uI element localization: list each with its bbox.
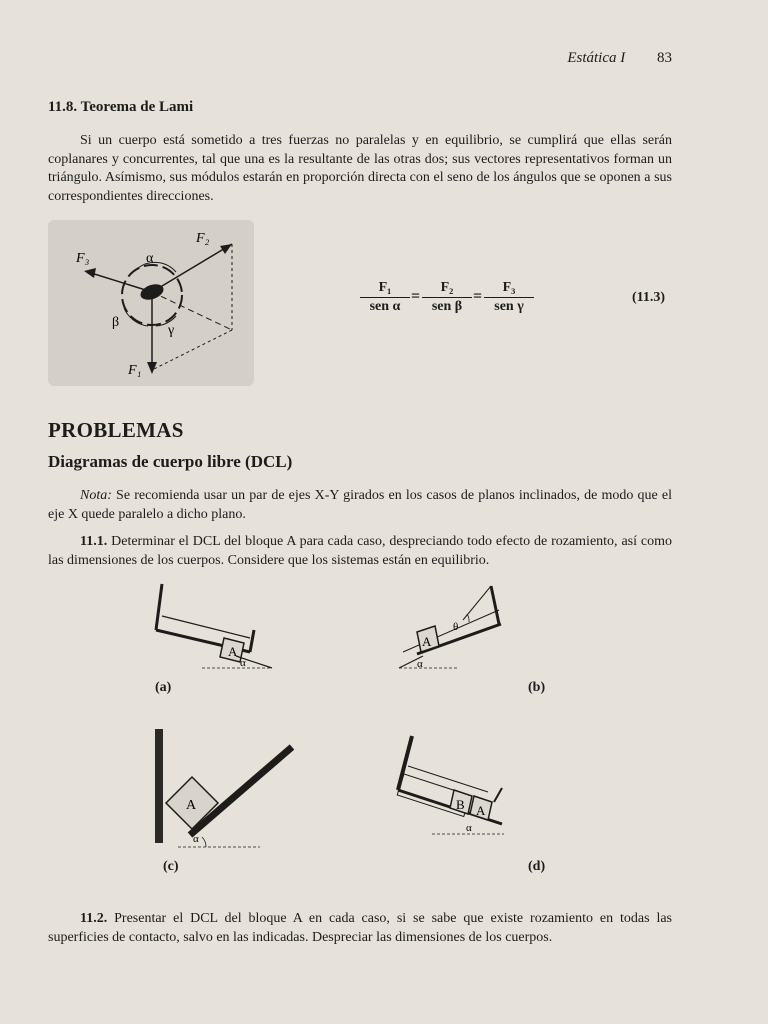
problem-11-2-text: Presentar el DCL del bloque A en cada caso, si se sabe que existe rozamiento en todas las superficies de contacto, salvo en las indicadas. Despreciar las dimensiones de los cuerpos.	[48, 911, 672, 945]
note-text: Se recomienda usar un par de ejes X-Y girados en los casos de planos inclinados, de modo que el eje X quede paralelo a dicho plano.	[48, 488, 672, 522]
figure-d-angle-label: α	[466, 822, 472, 834]
equation-equals-2: =	[473, 288, 483, 305]
figure-b-block-label: A	[422, 634, 432, 649]
figure-a-angle-label: α	[240, 657, 246, 669]
lami-label-f1: F₁	[128, 363, 142, 378]
figure-b-angle-label: α	[417, 658, 423, 670]
figure-b-theta-label: θ	[453, 621, 459, 633]
problem-11-1-text: Determinar el DCL del bloque A para cada caso, despreciando todo efecto de rozamiento, así como las dimensiones de los cuerpos. Considere que los sistemas están en equilibrio.	[48, 534, 672, 568]
note-label: Nota:	[80, 488, 112, 503]
figure-c-block-label: A	[186, 798, 197, 813]
equation-term-1-denominator: sen α	[369, 299, 401, 314]
equation-term-3-denominator: sen γ	[494, 299, 524, 314]
problem-11-2	[48, 910, 672, 947]
lami-figure	[48, 220, 258, 390]
figure-b-caption: (b)	[528, 680, 546, 695]
lami-theorem-text	[48, 132, 672, 206]
section-title: 11.8. Teorema de Lami	[48, 99, 194, 115]
figure-c	[150, 725, 300, 850]
equation-number: (11.3)	[632, 290, 666, 305]
figure-d-block-b-label: B	[456, 797, 465, 812]
equation-term-1	[360, 280, 410, 315]
figure-d-block-a-label: A	[476, 803, 486, 818]
figure-d	[388, 730, 513, 845]
equation-term-2	[422, 280, 472, 315]
problem-11-1-label: 11.1.	[80, 534, 108, 549]
figure-c-caption: (c)	[163, 859, 179, 874]
running-header	[0, 50, 672, 67]
note-paragraph	[48, 487, 672, 524]
lami-theorem-body: Si un cuerpo está sometido a tres fuerzas no paralelas y en equilibrio, se cumplirá que ellas serán coplanares y concurrentes, tal que una es la resultante de las otras dos; sus vectores representativos forman un triángulo. Asímismo, sus módulos estarán en proporción directa con el seno de los ángulos que se oponen a sus correspondientes direcciones.	[48, 133, 672, 204]
equation-term-3	[484, 280, 534, 315]
page-number: 83	[657, 50, 672, 66]
equation-term-3-numerator: F₃	[484, 280, 534, 298]
figure-a-caption: (a)	[155, 680, 172, 695]
lami-label-f3: F₃	[76, 251, 90, 266]
running-title: Estática I	[567, 50, 626, 66]
equation-term-2-numerator: F₂	[422, 280, 472, 298]
problem-11-1	[48, 533, 672, 570]
equation-term-2-denominator: sen β	[431, 299, 463, 314]
equation-term-1-numerator: F₁	[360, 280, 410, 298]
figure-c-angle-label: α	[193, 833, 199, 845]
lami-label-alpha: α	[146, 251, 154, 266]
problems-subheading: Diagramas de cuerpo libre (DCL)	[48, 452, 293, 471]
lami-label-beta: β	[112, 315, 120, 330]
figure-a-block-label: A	[228, 644, 238, 659]
equation-equals-1: =	[411, 288, 421, 305]
figure-a	[150, 580, 280, 680]
problem-11-2-label: 11.2.	[80, 911, 108, 926]
figure-b	[395, 580, 515, 680]
figure-d-caption: (d)	[528, 859, 546, 874]
lami-label-f2: F₂	[196, 231, 210, 246]
lami-label-gamma: γ	[168, 323, 175, 338]
problems-heading: PROBLEMAS	[48, 418, 184, 442]
